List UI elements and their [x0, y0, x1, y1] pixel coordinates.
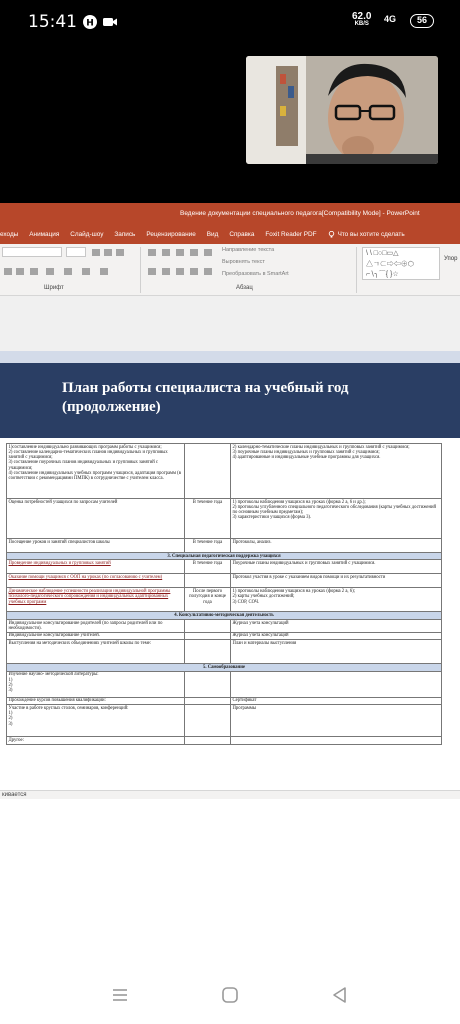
- bullets-icon[interactable]: [148, 249, 156, 256]
- table-cell: [185, 444, 231, 499]
- ribbon-separator: [140, 247, 141, 293]
- back-icon[interactable]: [330, 985, 350, 1005]
- table-row: [7, 560, 442, 574]
- window-title: Ведение документации специального педагога[Compatibility Mode] - PowerPoint: [0, 203, 460, 224]
- shrink-font-icon[interactable]: [104, 249, 112, 256]
- font-color-icon[interactable]: [100, 268, 108, 275]
- battery-icon: 56: [410, 14, 434, 28]
- video-camera-icon: [102, 14, 118, 30]
- tell-me-search[interactable]: Что вы хотите сделать: [328, 231, 405, 238]
- table-cell: Протоколы, анализ.: [231, 539, 442, 553]
- grow-font-icon[interactable]: [92, 249, 100, 256]
- table-cell: 1) протоколы наблюдения учащихся на уроках (форма 2 а, 6 и др.); 2) протоколы углубленного специального педагогического обследования (карты учебных достижений по основным учебным предметам); 3) характеристики учащихся (форма 3).: [231, 499, 442, 539]
- table-row: [7, 705, 442, 737]
- table-cell: Прохождение курсов повышения квалификации:: [7, 697, 185, 704]
- decrease-indent-icon[interactable]: [176, 249, 184, 256]
- text-direction-button[interactable]: Направление текста: [222, 247, 275, 253]
- slide-title-band: [0, 363, 460, 438]
- svg-text:H: H: [86, 18, 94, 29]
- android-status-bar: [0, 0, 460, 44]
- slide-top-band: [0, 351, 460, 363]
- ribbon-separator: [356, 247, 357, 293]
- ppt-status-bar: [0, 790, 460, 799]
- table-cell: 2) календарно-тематические планы индивидуальных и групповых занятий с учащимися; 3) поурочные планы индивидуальных и групповых занятий с учащимися; 4) адаптированные и индивидуальные учебные программы для учащихся.: [231, 444, 442, 499]
- tab-foxit[interactable]: Foxit Reader PDF: [265, 230, 317, 238]
- tab-slideshow[interactable]: Слайд-шоу: [70, 230, 104, 238]
- lightbulb-icon: [328, 231, 335, 238]
- table-cell: 1) протоколы наблюдения учащихся на уроках (форма 2 а, 6); 2) карты учебных достижений; 3) СОР, СОЧ.: [231, 588, 442, 612]
- font-group-label: Шрифт: [44, 285, 64, 291]
- highlight-icon[interactable]: [82, 268, 90, 275]
- line-spacing-icon[interactable]: [204, 249, 212, 256]
- numbering-icon[interactable]: [162, 249, 170, 256]
- change-case-icon[interactable]: [64, 268, 72, 275]
- table-cell: Сертификат: [231, 697, 442, 704]
- tab-review[interactable]: Рецензирование: [146, 230, 196, 238]
- convert-smartart-button[interactable]: Преобразовать в SmartArt: [222, 271, 289, 277]
- font-name-select[interactable]: [2, 247, 62, 257]
- editor-background: [0, 296, 460, 351]
- table-row: [7, 499, 442, 539]
- table-cell: [185, 619, 231, 632]
- table-cell: [185, 632, 231, 639]
- table-cell: [185, 697, 231, 704]
- network-type: 4G: [384, 14, 397, 24]
- table-cell: [185, 737, 231, 744]
- android-nav-bar: [0, 969, 460, 1024]
- powerpoint-window: [0, 203, 460, 799]
- table-cell: Динамическое наблюдение успешности реализации индивидуальной программы психолого-педагогического сопровождения и индивидуальных адаптированных учебных программ: [7, 588, 185, 612]
- slide-content: [0, 438, 460, 783]
- table-cell: 1)составление индивидуально развивающих программ работы с учащимися; 2) составление календарно-тематических планов индивидуальных и групповых занятий с учащимися; 3) составление поурочных планов индивидуальных и групповых занятий с учащимися; 4) составление индивидуальных учебных программ учащихся, адаптация программ (в соответствии с рекомендациями ПМПК) в сотрудничестве с учителем класса.: [7, 444, 185, 499]
- table-row: [7, 737, 442, 744]
- table-cell: Посещение уроков и занятий специалистов школы: [7, 539, 185, 553]
- table-cell: Журнал учета консультаций: [231, 632, 442, 639]
- table-cell: Программы: [231, 705, 442, 737]
- justify-icon[interactable]: [190, 268, 198, 275]
- table-cell: После первого полугодия и конце года: [185, 588, 231, 612]
- strikethrough-icon[interactable]: [4, 268, 12, 275]
- align-right-icon[interactable]: [176, 268, 184, 275]
- table-cell: [185, 574, 231, 588]
- slide-title[interactable]: План работы специалиста на учебный год (продолжение): [62, 380, 349, 415]
- table-cell: Оказание помощи учащимся с ООП на уроках (по согласованию с учителем): [7, 574, 185, 588]
- superscript-icon[interactable]: [30, 268, 38, 275]
- table-cell: В течение года: [185, 539, 231, 553]
- table-cell: Поурочные планы индивидуальных и групповых занятий с учащимися.: [231, 560, 442, 574]
- subscript-icon[interactable]: [16, 268, 24, 275]
- table-cell: В течение года: [185, 499, 231, 539]
- increase-indent-icon[interactable]: [190, 249, 198, 256]
- ribbon-tabs: [0, 224, 460, 244]
- table-cell: Проведение индивидуальных и групповых занятий: [7, 560, 185, 574]
- align-center-icon[interactable]: [162, 268, 170, 275]
- table-row: [7, 697, 442, 704]
- notification-app-icon: [82, 14, 98, 30]
- section-header-row: [7, 664, 442, 671]
- arrange-button[interactable]: Упор: [444, 256, 458, 262]
- table-row: [7, 640, 442, 664]
- table-cell: Участие в работе круглых столов, семинаров, конференций: 1) 2) 3): [7, 705, 185, 737]
- table-cell: Выступления на методических объединениях учителей школы по теме:: [7, 640, 185, 664]
- menu-icon[interactable]: [110, 985, 130, 1005]
- table-cell: В течение года: [185, 560, 231, 574]
- table-cell: Другое:: [7, 737, 185, 744]
- shapes-gallery[interactable]: \ \ □○□▭△ △ㄱ⊂⇨⇦⊕⬡ ⌐∖╮⌒{ }☆: [362, 247, 440, 280]
- paragraph-group-label: Абзац: [236, 285, 253, 291]
- tab-animation[interactable]: Анимация: [29, 230, 60, 238]
- section-heading: 5. Самообразование: [7, 664, 442, 671]
- status-text: кивается: [2, 792, 27, 798]
- font-size-select[interactable]: [66, 247, 86, 257]
- table-row: [7, 671, 442, 697]
- table-cell: Индивидуальное консультирование учителей.: [7, 632, 185, 639]
- table-row: [7, 444, 442, 499]
- webcam-video-feed[interactable]: [246, 56, 438, 164]
- table-row: [7, 632, 442, 639]
- clock: 15:41: [28, 12, 77, 32]
- tab-record[interactable]: Запись: [114, 230, 136, 238]
- home-icon[interactable]: [220, 985, 240, 1005]
- table-cell: Оценка потребностей учащихся по запросам учителей: [7, 499, 185, 539]
- tab-transitions[interactable]: еходы: [0, 230, 19, 238]
- section-heading: 3. Специальная педагогическая поддержка учащихся: [7, 553, 442, 560]
- align-left-icon[interactable]: [148, 268, 156, 275]
- presenter-video-image: [246, 56, 438, 164]
- table-cell: План и материалы выступления: [231, 640, 442, 664]
- table-cell: Протокол участия в уроке с указанием видов помощи и их результативности: [231, 574, 442, 588]
- empty-area: [0, 799, 460, 969]
- table-cell: [231, 671, 442, 697]
- align-text-button[interactable]: Выровнять текст: [222, 259, 265, 265]
- section-header-row: [7, 612, 442, 619]
- table-cell: [231, 737, 442, 744]
- table-row: [7, 619, 442, 632]
- ribbon-toolbar: [0, 244, 460, 296]
- table-cell: Журнал учета консультаций: [231, 619, 442, 632]
- table-row: [7, 588, 442, 612]
- network-speed: 62.0 KB/S: [352, 11, 372, 27]
- table-cell: [185, 671, 231, 697]
- columns-icon[interactable]: [204, 268, 212, 275]
- table-cell: Изучение научно- методической литературы: 1) 2) 3): [7, 671, 185, 697]
- table-cell: [185, 640, 231, 664]
- table-cell: Индивидуальное консультирование родителей (по запросы родителей или по необходимости).: [7, 619, 185, 632]
- section-header-row: [7, 553, 442, 560]
- table-row: [7, 574, 442, 588]
- tab-view[interactable]: Вид: [206, 230, 219, 238]
- table-row: [7, 539, 442, 553]
- work-plan-table[interactable]: [6, 443, 442, 745]
- tab-help[interactable]: Справка: [229, 230, 255, 238]
- table-cell: [185, 705, 231, 737]
- char-spacing-icon[interactable]: [46, 268, 54, 275]
- clear-format-icon[interactable]: [116, 249, 124, 256]
- section-heading: 4. Консультативно-методическая деятельность: [7, 612, 442, 619]
